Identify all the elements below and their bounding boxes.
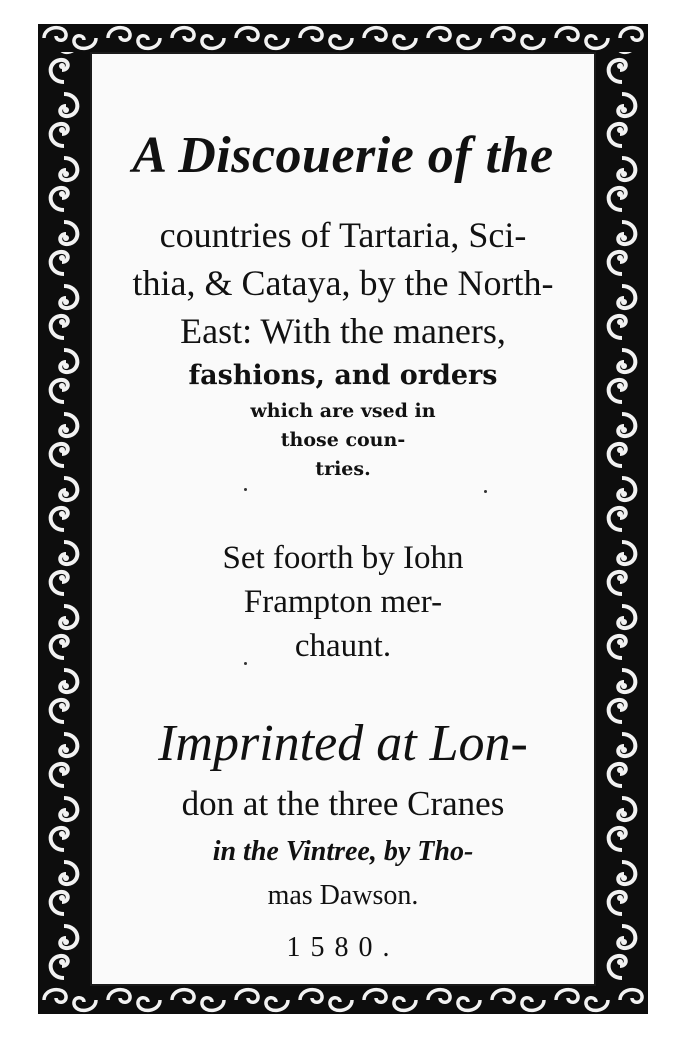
author-line: Frampton mer- <box>243 584 443 620</box>
title-line-blackletter: which are vsed in <box>250 400 436 422</box>
imprint-line-main: Imprinted at Lon- <box>158 715 528 772</box>
title-line-blackletter: fashions, and orders <box>188 360 498 391</box>
title-line-blackletter: those coun- <box>280 429 406 451</box>
ink-speck-icon <box>244 488 247 491</box>
title-page <box>38 24 648 1014</box>
ornamental-border-top-icon <box>38 24 648 52</box>
ink-speck-icon <box>484 490 487 493</box>
ornamental-border-bottom-icon <box>38 986 648 1014</box>
title-line-main: A Discouerie of the <box>132 127 554 184</box>
imprint-line: mas Dawson. <box>267 880 419 911</box>
publication-year: 1580. <box>286 932 400 963</box>
ink-speck-icon <box>244 662 247 665</box>
ornamental-border-left-icon <box>38 24 90 1014</box>
title-text-panel <box>90 52 596 986</box>
title-line: countries of Tartaria, Sci- <box>159 215 527 255</box>
ornamental-border-right-icon <box>596 24 648 1014</box>
imprint-line: don at the three Cranes <box>181 784 505 823</box>
title-line: East: With the maners, <box>180 311 506 351</box>
author-line: chaunt. <box>294 628 392 664</box>
title-line: thia, & Cataya, by the North- <box>132 263 554 303</box>
imprint-line-italic: in the Vintree, by Tho- <box>212 836 474 867</box>
title-line-blackletter: tries. <box>315 458 371 480</box>
author-line: Set foorth by Iohn <box>222 540 464 576</box>
